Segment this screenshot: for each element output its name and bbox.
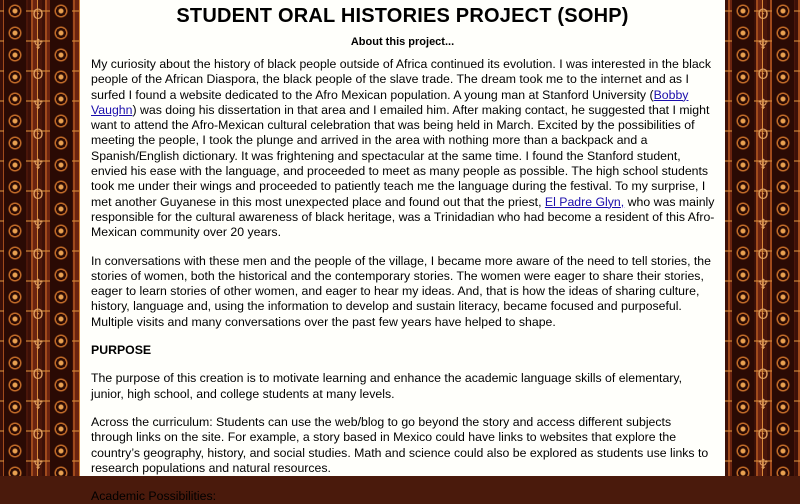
purpose-heading: PURPOSE [91, 343, 152, 358]
left-pattern-band-inner [50, 0, 72, 476]
page-title: STUDENT ORAL HISTORIES PROJECT (SOHP) [176, 5, 629, 27]
page-subtitle: About this project... [350, 36, 455, 48]
paragraph-curriculum: Across the curriculum: Students can use the web/blog to go beyond the story and access different subjects through links on the site. For example, a story based in Mexico could have links to websites that explore the country’s geography, history, and social studies. Math and science could also be explored as students use links to research populations and natural resources. [91, 414, 709, 475]
paragraph-intro-text-1: My curiosity about the history of black people outside of Africa continued its evolution. I was interested in the black people of the African Diaspora, the black people of the slave trade. The dream took me to the internet and as I surfed I found a website dedicated to the Afro Mexican population. A young man at Stanford University ( [91, 57, 711, 102]
left-pattern-band-outer [4, 0, 26, 476]
paragraph-purpose: The purpose of this creation is to motivate learning and enhance the academic language skills of elementary, junior, high school, and college students at many levels. [91, 371, 683, 401]
paragraph-academic-possibilities: Academic Possibilities: [91, 489, 217, 504]
paragraph-intro [91, 57, 715, 241]
bobby-vaughn-link[interactable]: Bobby Vaughn [91, 87, 689, 117]
right-pattern-band-inner [732, 0, 754, 476]
right-pattern-band-outer [772, 0, 794, 476]
main-content [80, 0, 725, 504]
paragraph-intro-text-3: who was mainly responsible for the cultural awareness of black heritage, was a Trinidadian who had become a resident of this Afro-Mexican community over 20 years. [91, 194, 715, 240]
right-glyph-column: ʘ ♆ ʘ ♆ ʘ ♆ ʘ ♆ ʘ ♆ ʘ ♆ ʘ ♆ ʘ ♆ [756, 7, 770, 473]
el-padre-glyn-link[interactable]: El Padre Glyn, [544, 194, 625, 209]
paragraph-conversations: In conversations with these men and the people of the village, I became more aware of the need to tell stories, the stories of women, both the historical and the contemporary stories. The women were eager to share their stories, eager to learn stories of other women, and eager to hear my ideas. And, that is how the ideas of sharing culture, history, language and, using the information to develop and sustain literacy, became focused and purposeful. Multiple visits and many conversations over the past few years have helped to shape. [91, 253, 711, 329]
left-glyph-column: ʘ ♆ ʘ ♆ ʘ ♆ ʘ ♆ ʘ ♆ ʘ ♆ ʘ ♆ ʘ ♆ [31, 7, 45, 473]
paragraph-intro-text-2: ) was doing his dissertation in that area and I emailed him. After making contact, he suggested that I might want to attend the Afro-Mexican cultural celebration that was being held in March. Excited by the possibilities of meeting the people, I took the plunge and arrived in the area with nothing more than a backpack and a Spanish/English dictionary. It was frightening and spectacular at the same time. I found the Stanford student, envied his ease with the language, and proceeded to meet as many people as possible. The high school students took me under their wings and proceeded to patiently teach me the language during the festival. To my surprise, I met another Guyanese in this most unexpected place and found out that the priest, [91, 102, 710, 209]
article-body [80, 57, 725, 504]
